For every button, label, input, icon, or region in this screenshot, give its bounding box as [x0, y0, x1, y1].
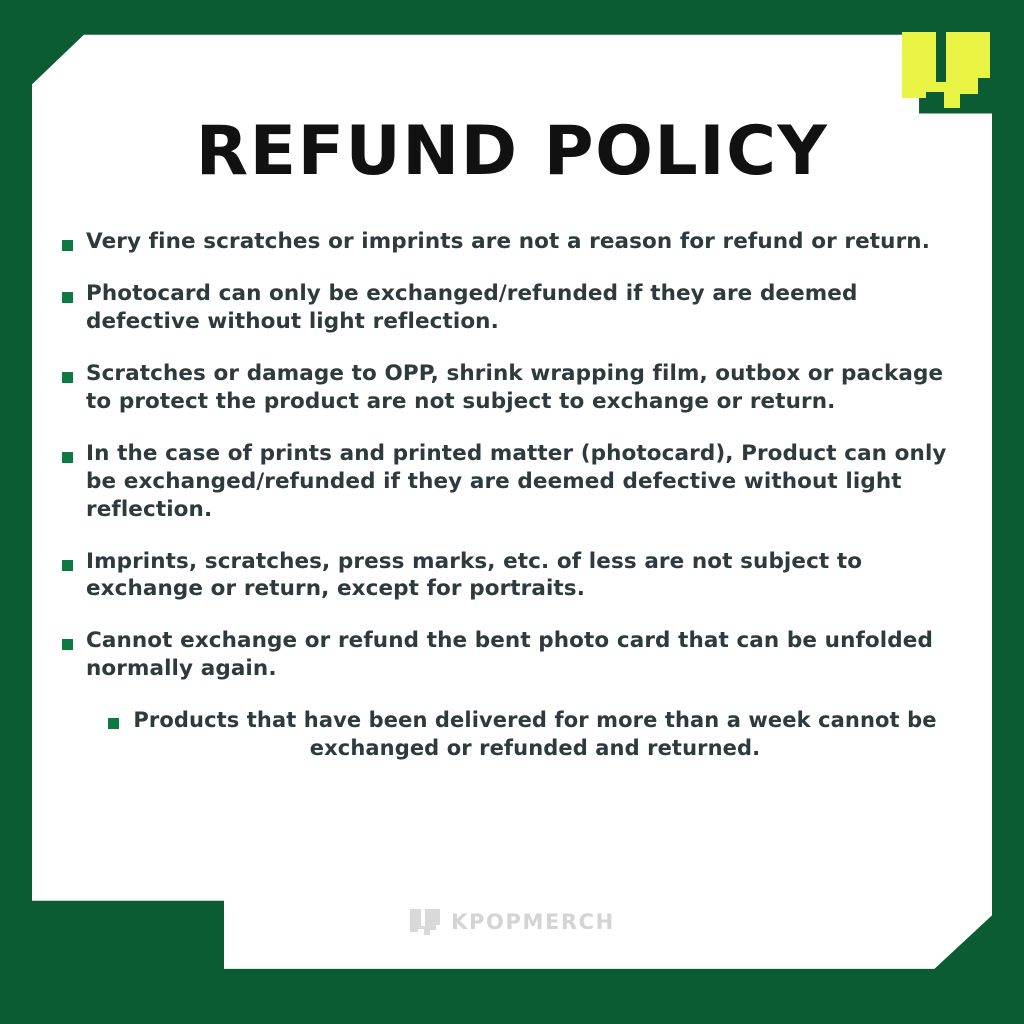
- square-bullet-icon: [108, 718, 119, 729]
- square-bullet-icon: [62, 452, 73, 463]
- list-item-text: Cannot exchange or refund the bent photo card that can be unfolded normally again.: [86, 628, 933, 682]
- list-item: [62, 440, 968, 524]
- list-item-text: Scratches or damage to OPP, shrink wrapping film, outbox or package to protect the product are not subject to exchange or return.: [86, 360, 944, 414]
- square-bullet-icon: [62, 372, 73, 383]
- square-bullet-icon: [62, 560, 73, 571]
- list-item: [62, 360, 968, 416]
- list-item: [62, 228, 968, 256]
- list-item: [62, 280, 968, 336]
- footer-brand-text: KPOPMERCH: [451, 910, 615, 934]
- policy-list: [62, 228, 968, 786]
- list-item-text: Photocard can only be exchanged/refunded if they are deemed defective without light reflection.: [86, 280, 858, 334]
- list-item-text: Imprints, scratches, press marks, etc. of less are not subject to exchange or return, except for portraits.: [86, 548, 863, 602]
- square-bullet-icon: [62, 292, 73, 303]
- kpopmerch-mark-icon: [900, 30, 992, 110]
- footer-logo: [0, 908, 1024, 936]
- list-item-text: Very fine scratches or imprints are not a reason for refund or return.: [86, 229, 930, 254]
- square-bullet-icon: [62, 639, 73, 650]
- list-item-highlight: [108, 707, 938, 762]
- list-item: [62, 627, 968, 683]
- list-item-text: Products that have been delivered for more than a week cannot be exchanged or refunded and returned.: [133, 708, 937, 760]
- list-item-text: In the case of prints and printed matter (photocard), Product can only be exchanged/refunded if they are deemed defective without light reflection.: [86, 440, 947, 522]
- kpopmerch-mark-icon: [409, 908, 441, 936]
- list-item: [62, 548, 968, 604]
- square-bullet-icon: [62, 240, 73, 251]
- page-title: REFUND POLICY: [195, 112, 829, 191]
